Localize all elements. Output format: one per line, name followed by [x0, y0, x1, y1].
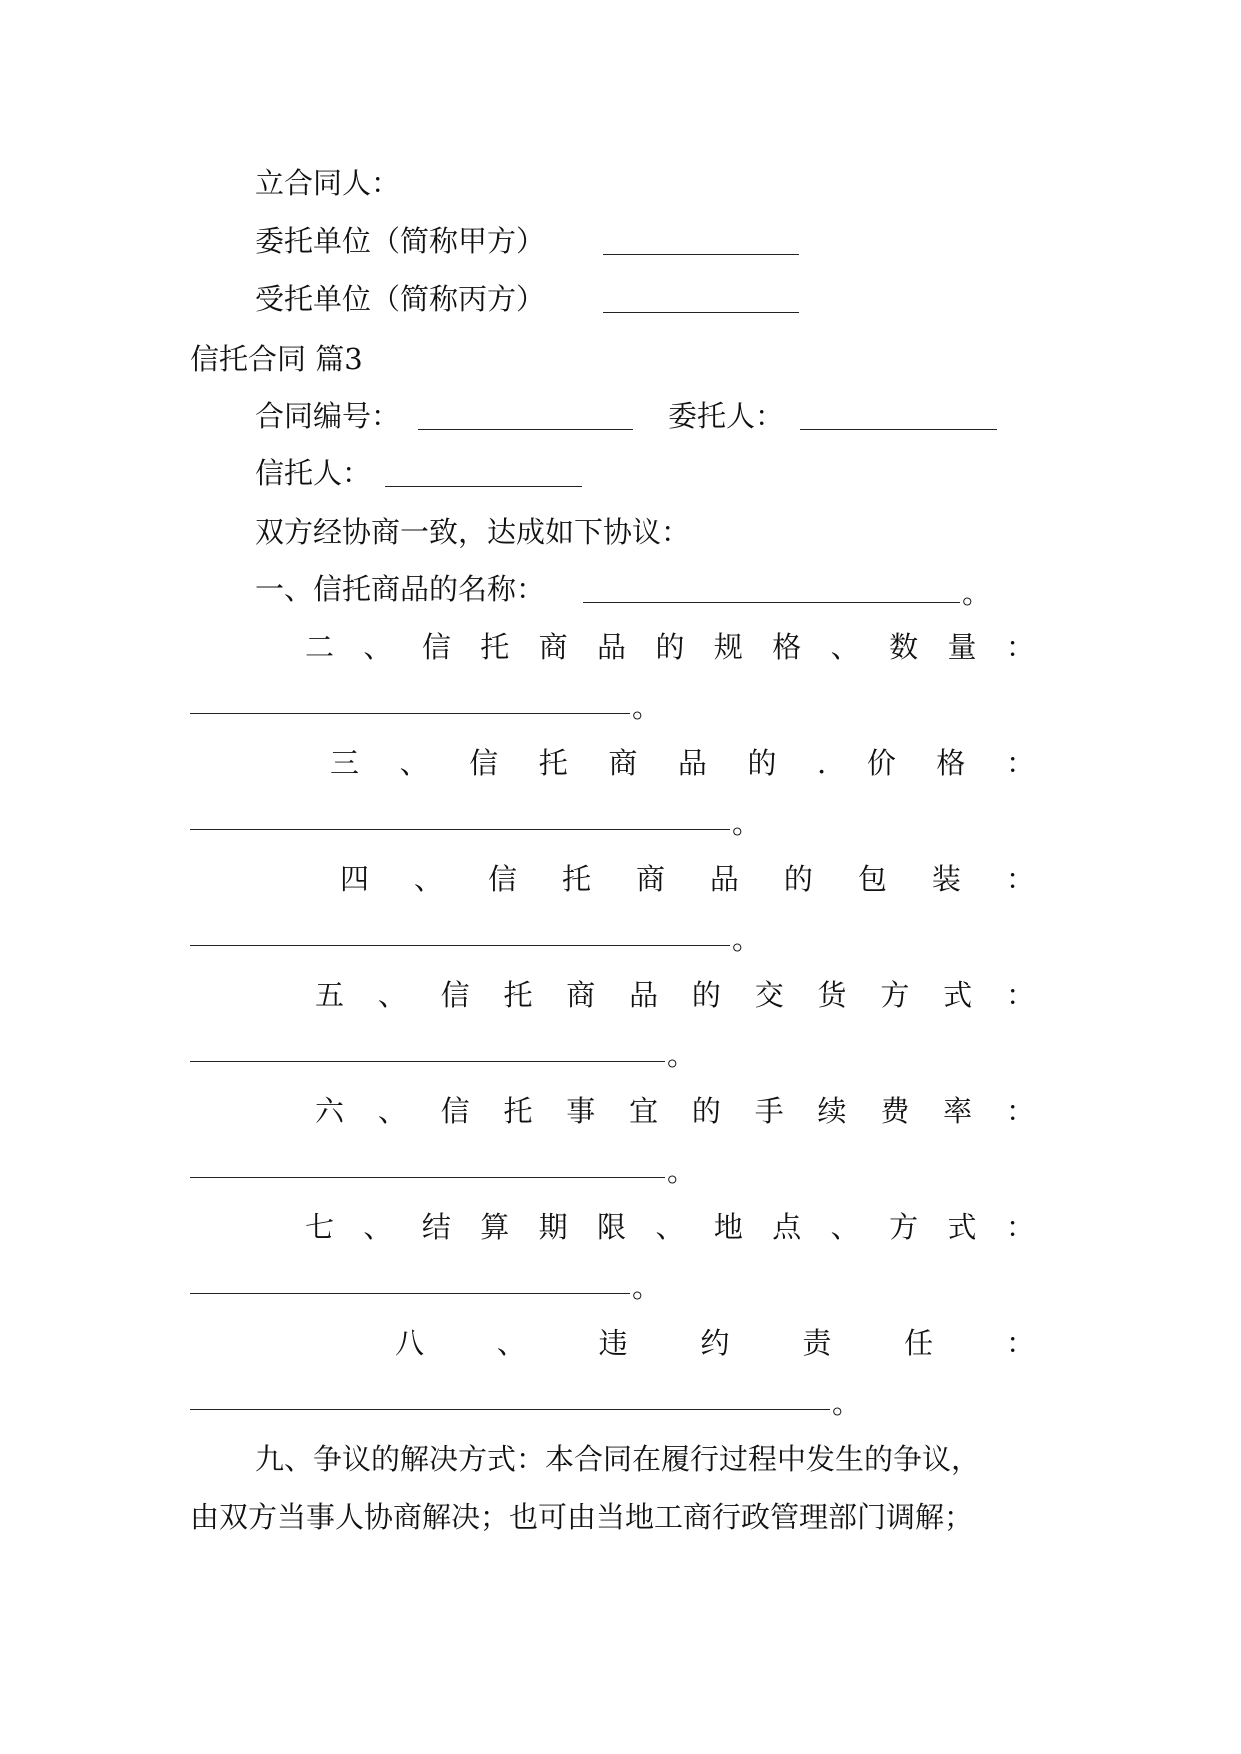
agreement-intro: 双方经协商一致，达成如下协议：: [255, 515, 691, 549]
clause-5-period: 。: [667, 1038, 697, 1072]
clause-heading-char: 事: [566, 1094, 596, 1128]
contract-number-blank[interactable]: [418, 429, 633, 430]
clause-4-blank[interactable]: [190, 945, 730, 946]
clause-heading-char: 品: [677, 746, 707, 780]
clause-heading-char: 、: [413, 862, 443, 896]
clause-heading-char: 、: [830, 630, 860, 664]
clause-heading-char: 的: [655, 630, 685, 664]
clause-heading-char: 托: [503, 1094, 533, 1128]
clause-heading-char: ：: [1005, 746, 1035, 780]
trustee-blank[interactable]: [385, 486, 582, 487]
clause-heading-char: 点: [772, 1210, 802, 1244]
clause-heading-char: 手: [754, 1094, 784, 1128]
clause-heading-char: 信: [469, 746, 499, 780]
clause-heading-char: 的: [783, 862, 813, 896]
clause-6-blank[interactable]: [190, 1177, 665, 1178]
clause-heading-char: 货: [817, 978, 847, 1012]
clause-heading-char: 续: [817, 1094, 847, 1128]
clause-heading-char: ：: [1005, 630, 1035, 664]
clause-heading-char: 八: [395, 1326, 425, 1360]
client-blank[interactable]: [800, 429, 997, 430]
clause-heading-char: 五: [315, 978, 345, 1012]
clause-heading-char: 、: [496, 1326, 526, 1360]
clause-heading-char: 价: [866, 746, 896, 780]
clause-heading-char: 的: [691, 1094, 721, 1128]
clause-heading-char: 四: [340, 862, 370, 896]
clause-heading-char: ：: [1005, 1210, 1035, 1244]
clause-heading-char: 三: [330, 746, 360, 780]
clause-heading-char: 算: [480, 1210, 510, 1244]
clause-heading-char: 量: [947, 630, 977, 664]
clause-3-blank[interactable]: [190, 829, 730, 830]
clause-heading-char: 托: [538, 746, 568, 780]
clause-heading-char: 责: [802, 1326, 832, 1360]
party-a-label: 委托单位（简称甲方）: [255, 224, 546, 258]
clause-heading-char: 品: [597, 630, 627, 664]
contract-number-label: 合同编号：: [255, 399, 401, 433]
clause-heading-char: 信: [487, 862, 517, 896]
clause-heading-char: 信: [440, 1094, 470, 1128]
clause-5-heading: [315, 975, 1035, 1015]
clause-8-period: 。: [832, 1386, 862, 1420]
client-label: 委托人：: [668, 399, 785, 433]
clause-heading-char: 托: [503, 978, 533, 1012]
clause-6-heading: [315, 1091, 1035, 1131]
clause-heading-char: 商: [608, 746, 638, 780]
clause-heading-char: 率: [943, 1094, 973, 1128]
clause-heading-char: 、: [363, 1210, 393, 1244]
clause-8-heading: [395, 1323, 1035, 1363]
clause-heading-char: 结: [421, 1210, 451, 1244]
clause-heading-char: 包: [857, 862, 887, 896]
clause-6-period: 。: [667, 1154, 697, 1188]
party-a-blank[interactable]: [603, 254, 799, 255]
clause-heading-char: 违: [598, 1326, 628, 1360]
clause-8-blank[interactable]: [190, 1409, 830, 1410]
clause-heading-char: 托: [480, 630, 510, 664]
clause-heading-char: 二: [305, 630, 335, 664]
clause-heading-char: 方: [880, 978, 910, 1012]
clause-4-period: 。: [732, 922, 762, 956]
clause-heading-char: 式: [947, 1210, 977, 1244]
clause-2-blank[interactable]: [190, 713, 630, 714]
clause-2-heading: [305, 627, 1035, 667]
clause-heading-char: 约: [700, 1326, 730, 1360]
clause-heading-char: 、: [655, 1210, 685, 1244]
clause-heading-char: 信: [421, 630, 451, 664]
clause-heading-char: 期: [538, 1210, 568, 1244]
clause-4-heading: [340, 859, 1035, 899]
clause-3-period: 。: [732, 806, 762, 840]
clause-heading-char: 方: [889, 1210, 919, 1244]
clause-heading-char: 限: [597, 1210, 627, 1244]
clause-heading-char: 七: [305, 1210, 335, 1244]
clause-heading-char: 式: [943, 978, 973, 1012]
clause-heading-char: 地: [713, 1210, 743, 1244]
clause-2-period: 。: [632, 690, 662, 724]
clause-heading-char: 宜: [629, 1094, 659, 1128]
dispute-line-1: 九、争议的解决方式：本合同在履行过程中发生的争议，: [255, 1442, 981, 1476]
clause-heading-char: 规: [713, 630, 743, 664]
clause-heading-char: ：: [1005, 1326, 1035, 1360]
clause-heading-char: 、: [377, 978, 407, 1012]
clause-1-period: 。: [962, 576, 992, 610]
clause-heading-char: 的: [747, 746, 777, 780]
clause-1-label: 一、信托商品的名称：: [255, 572, 546, 606]
trustee-label: 信托人：: [255, 456, 372, 490]
clause-heading-char: 商: [566, 978, 596, 1012]
clause-heading-char: 费: [880, 1094, 910, 1128]
parties-label: 立合同人：: [255, 166, 401, 200]
clause-heading-char: ：: [1005, 1094, 1035, 1128]
clause-heading-char: 、: [399, 746, 429, 780]
clause-heading-char: 、: [363, 630, 393, 664]
clause-heading-char: 、: [377, 1094, 407, 1128]
clause-heading-char: 的: [691, 978, 721, 1012]
clause-heading-char: 任: [904, 1326, 934, 1360]
clause-heading-char: 装: [931, 862, 961, 896]
clause-heading-char: 格: [772, 630, 802, 664]
clause-heading-char: 六: [315, 1094, 345, 1128]
clause-heading-char: ：: [1005, 862, 1035, 896]
section-title: 信托合同 篇3: [190, 342, 363, 376]
clause-heading-char: 品: [709, 862, 739, 896]
clause-heading-char: ：: [1005, 978, 1035, 1012]
clause-3-heading: [330, 743, 1035, 783]
clause-heading-char: 托: [561, 862, 591, 896]
party-c-blank[interactable]: [603, 312, 799, 313]
clause-7-period: 。: [632, 1270, 662, 1304]
clause-heading-char: 、: [830, 1210, 860, 1244]
clause-heading-char: 数: [889, 630, 919, 664]
clause-heading-char: 格: [936, 746, 966, 780]
clause-1-blank[interactable]: [583, 602, 960, 603]
clause-heading-char: 商: [635, 862, 665, 896]
clause-heading-char: 交: [754, 978, 784, 1012]
clause-7-blank[interactable]: [190, 1293, 630, 1294]
clause-7-heading: [305, 1207, 1035, 1247]
clause-heading-char: 信: [440, 978, 470, 1012]
clause-heading-char: .: [817, 746, 827, 780]
dispute-line-2: 由双方当事人协商解决；也可由当地工商行政管理部门调解；: [190, 1500, 974, 1534]
clause-5-blank[interactable]: [190, 1061, 665, 1062]
clause-heading-char: 品: [629, 978, 659, 1012]
party-c-label: 受托单位（简称丙方）: [255, 282, 546, 316]
clause-heading-char: 商: [538, 630, 568, 664]
